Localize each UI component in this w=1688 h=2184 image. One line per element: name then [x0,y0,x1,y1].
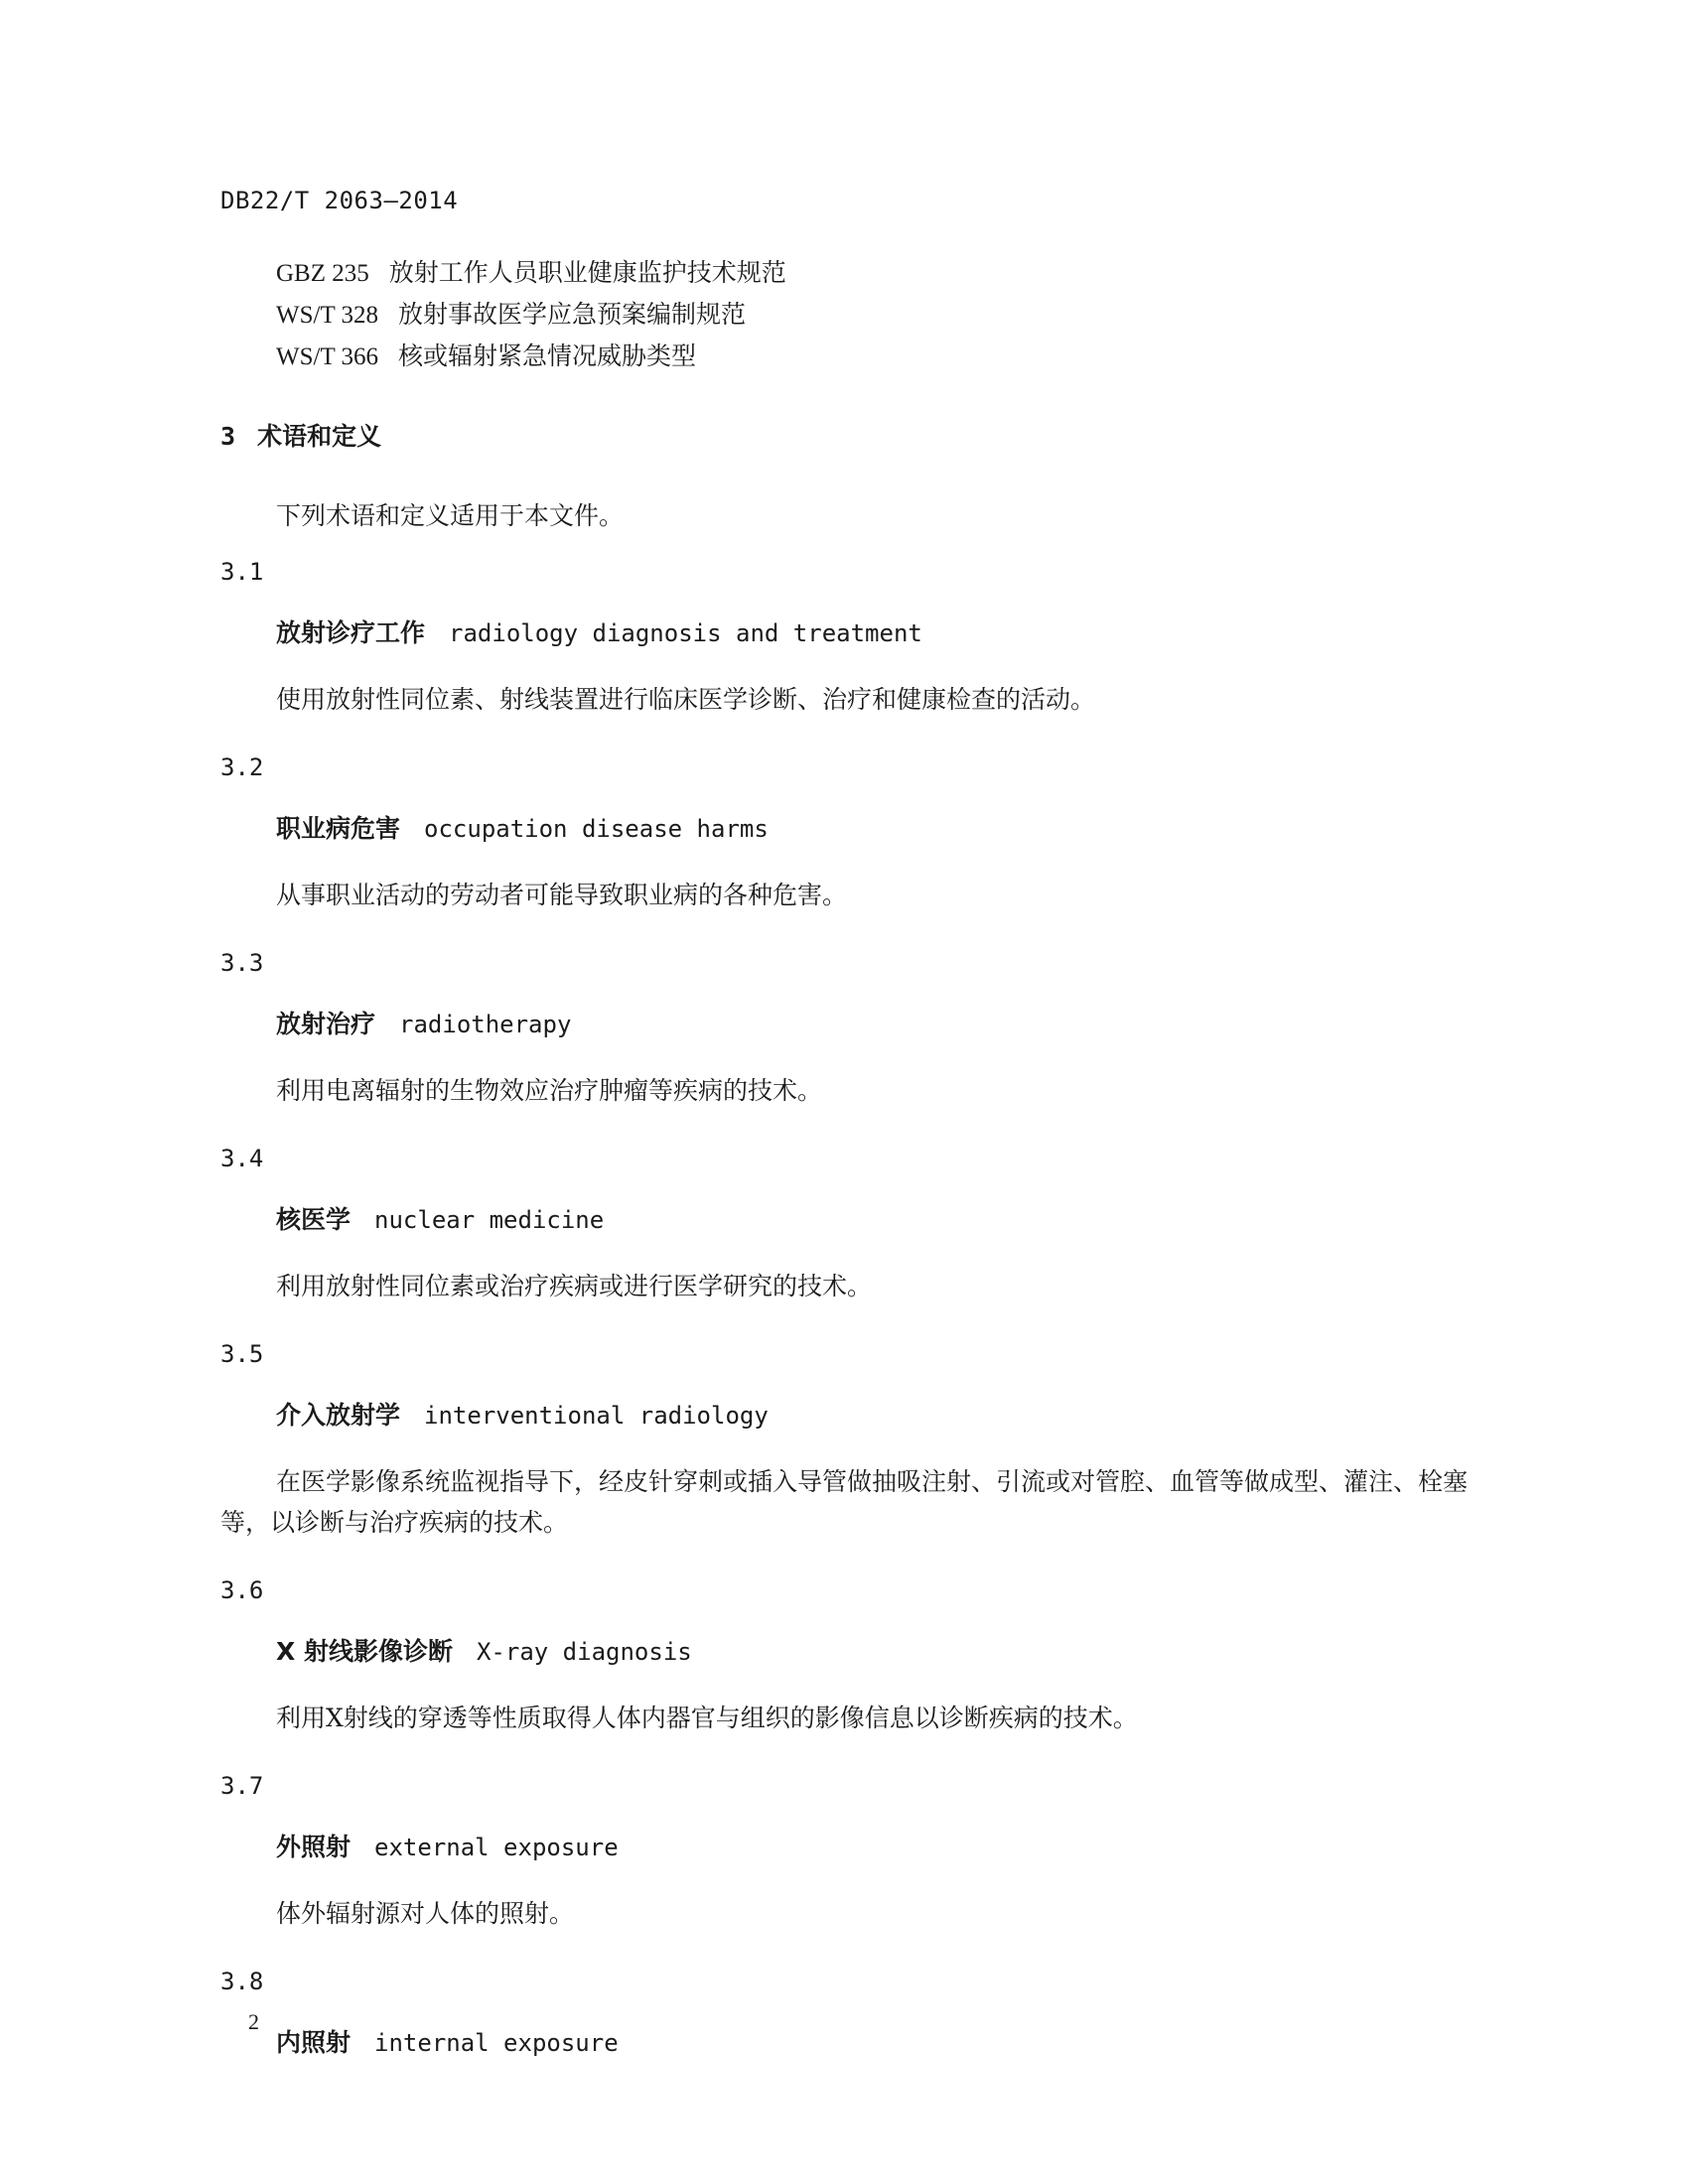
section-title: 术语和定义 [257,422,382,451]
term-chinese: X 射线影像诊断 [276,1637,453,1666]
term-clause [220,1576,1481,1738]
term-heading [220,1834,1481,1865]
clause-number: 3.6 [220,1576,264,1604]
section-heading [220,417,381,453]
reference-item [276,336,786,377]
reference-code: WS/T 328 [276,302,379,329]
reference-code: GBZ 235 [276,260,369,287]
term-heading [220,2029,1481,2061]
term-chinese: 内照射 [276,2028,352,2057]
section-intro: 下列术语和定义适用于本文件。 [276,501,625,530]
term-chinese: 外照射 [276,1833,352,1861]
term-definition: 使用放射性同位素、射线装置进行临床医学诊断、治疗和健康检查的活动。 [276,685,1096,714]
term-definition: 利用X射线的穿透等性质取得人体内器官与组织的影像信息以诊断疾病的技术。 [276,1704,1138,1732]
term-english: interventional radiology [424,1402,769,1430]
reference-item [276,252,786,294]
term-chinese: 放射诊疗工作 [276,618,426,647]
page-number: 2 [248,2009,259,2034]
clause-number: 3.3 [220,949,264,977]
term-definition: 从事职业活动的劳动者可能导致职业病的各种危害。 [276,881,848,909]
reference-code: WS/T 366 [276,343,379,370]
clause-number: 3.1 [220,558,264,586]
term-heading [220,1638,1481,1670]
clause-number: 3.8 [220,1968,264,1995]
term-english: internal exposure [374,2029,619,2057]
term-heading [220,619,1481,651]
clause-number: 3.5 [220,1340,264,1368]
clause-number: 3.4 [220,1145,264,1172]
term-clause [220,1772,1481,1934]
reference-title: 放射事故医学应急预案编制规范 [398,300,747,329]
clause-number: 3.7 [220,1772,264,1800]
term-english: radiotherapy [399,1011,572,1038]
reference-title: 核或辐射紧急情况威胁类型 [398,341,697,370]
term-clause [220,949,1481,1111]
term-english: X-ray diagnosis [476,1638,692,1666]
clause-number: 3.2 [220,753,264,781]
term-definition: 体外辐射源对人体的照射。 [276,1899,575,1928]
reference-item [276,294,786,336]
term-english: external exposure [374,1834,619,1861]
term-heading [220,1402,1481,1433]
term-clause [220,1145,1481,1306]
term-english: nuclear medicine [374,1206,605,1234]
terms-list [220,558,1481,2089]
document-number-header: DB22/T 2063—2014 [220,187,459,214]
reference-title: 放射工作人员职业健康监护技术规范 [388,258,786,287]
term-clause [220,1968,1481,2061]
term-chinese: 介入放射学 [276,1401,401,1430]
term-definition: 利用放射性同位素或治疗疾病或进行医学研究的技术。 [276,1272,873,1300]
term-clause [220,753,1481,915]
term-english: radiology diagnosis and treatment [449,619,922,647]
term-chinese: 放射治疗 [276,1010,376,1038]
term-heading [220,1206,1481,1238]
term-english: occupation disease harms [424,815,769,843]
section-number: 3 [220,422,236,451]
normative-references-list [276,252,786,377]
term-heading [220,815,1481,847]
term-definition: 利用电离辐射的生物效应治疗肿瘤等疾病的技术。 [276,1076,823,1105]
term-heading [220,1011,1481,1042]
term-definition: 在医学影像系统监视指导下，经皮针穿刺或插入导管做抽吸注射、引流或对管腔、血管等做成型、灌注、栓塞等，以诊断与治疗疾病的技术。 [220,1467,1469,1537]
term-chinese: 核医学 [276,1205,352,1234]
term-clause [220,1340,1481,1543]
term-chinese: 职业病危害 [276,814,401,843]
term-clause [220,558,1481,720]
